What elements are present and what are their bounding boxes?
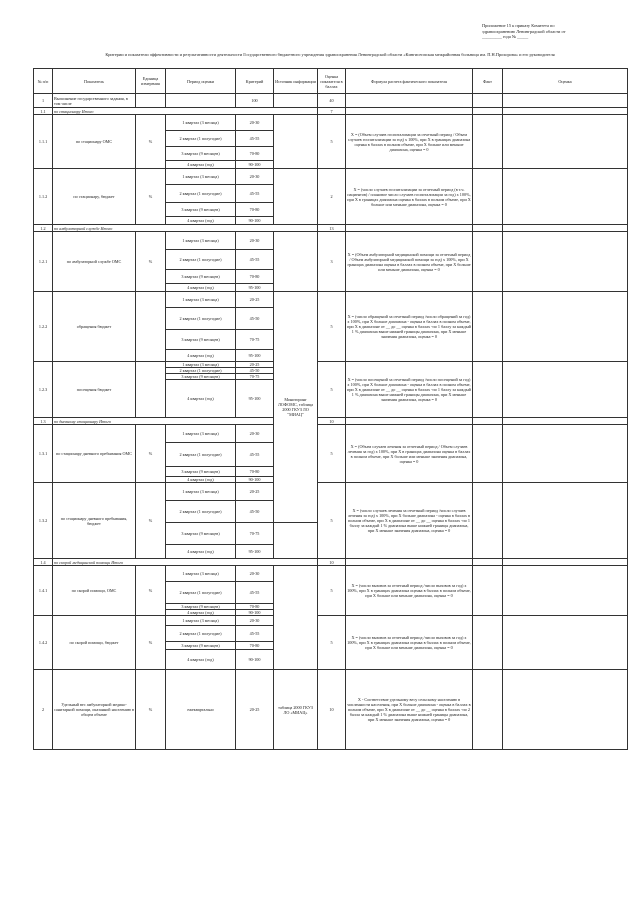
section-row <box>34 108 628 115</box>
table-row <box>34 292 628 308</box>
row-num: 1.4.2 <box>34 616 53 670</box>
row-period: 4 квартал (год) <box>166 610 236 616</box>
row-criteria: 70-80 <box>236 270 274 284</box>
row-period: 3 квартал (9 месяцев) <box>166 270 236 284</box>
row-criteria: 45-55 <box>236 185 274 203</box>
table-row <box>34 566 628 582</box>
row-source: Мониторинг ЛОФОМС, таблица 2000 ГКУЗ ЛО "МИАЦ" <box>274 292 318 523</box>
row-period: 1 квартал (3 месяца) <box>166 483 236 501</box>
row-period: 1 квартал (3 месяца) <box>166 566 236 582</box>
row-score: 40 <box>318 94 346 108</box>
appendix-line-3: _________ года № _____ <box>482 34 529 40</box>
row-score: 3 <box>318 232 346 292</box>
row-score: 2 <box>318 169 346 225</box>
section-num: 1.1 <box>34 108 53 115</box>
row-criteria: 95-100 <box>236 350 274 362</box>
header-period: Период оценки <box>166 69 236 94</box>
row-unit: % <box>136 566 166 616</box>
row-criteria: 70-75 <box>236 330 274 350</box>
row-criteria: 20-25 <box>236 670 274 750</box>
row-period: 4 квартал (год) <box>166 350 236 362</box>
table-row <box>34 483 628 501</box>
row-period: 3 квартал (9 месяцев) <box>166 467 236 477</box>
row-criteria: 45-55 <box>236 582 274 604</box>
row-criteria: 100 <box>236 94 274 108</box>
row-period: 4 квартал (год) <box>166 650 236 670</box>
row-formula: X = (Объем случаев госпитализации за отчетный период / Объем случаев госпитализации за год) x 100%, при X в границах диапазона оценка в баллах в полном объеме, при X больше или меньше диапазона, оценка = 0 <box>346 115 473 169</box>
row-score: 5 <box>318 483 346 559</box>
row-criteria: 20-25 <box>236 483 274 501</box>
section-score: 10 <box>318 418 346 425</box>
row-num: 1.3.1 <box>34 425 53 483</box>
row-indicator: Выполнение государственного задания, в том числе <box>53 94 136 108</box>
row-criteria: 20-30 <box>236 169 274 185</box>
row-formula: X = (число посещений за отчетный период /число посещений за год) x 100%, при X больше диапазона - оценка в баллах в полном объеме, при X в диапазоне от __ до __ оценка в баллах -по 1 баллу за каждый 1 % диапазона выше нижней границы диапазона, при X меньше значения диапазона, оценка = 0 <box>346 362 473 418</box>
row-num: 1.1.1 <box>34 115 53 169</box>
row-unit <box>136 362 166 418</box>
row-period: 4 квартал (год) <box>166 477 236 483</box>
row-criteria: 70-80 <box>236 467 274 477</box>
row-formula: X = (Объем случаев лечения за отчетный период / Объем случаев лечения за год) x 100%, при X в границах диапазона оценка в баллах в полном объеме, при X больше или меньше значения диапазона, оценка = 0 <box>346 425 473 483</box>
row-period: 1 квартал (3 месяца) <box>166 292 236 308</box>
row-period: 3 квартал (9 месяцев) <box>166 330 236 350</box>
row-period: 4 квартал (год) <box>166 161 236 169</box>
row-indicator: посещения бюджет <box>53 362 136 418</box>
row-criteria: 45-50 <box>236 308 274 330</box>
section-row <box>34 559 628 566</box>
row-indicator: по стационару ОМС <box>53 115 136 169</box>
table-row <box>34 232 628 250</box>
row-formula: X = (число вызовов за отчетный период /число вызовов за год) x 100%, при X в границах диапазона оценка в баллах в полном объеме, при X больше или меньше диапазона, оценка = 0 <box>346 616 473 670</box>
section-num: 1.3 <box>34 418 53 425</box>
row-score: 5 <box>318 292 346 362</box>
section-label: по скорой медицинской помощи Итого <box>53 559 318 566</box>
row-criteria: 95-100 <box>236 380 274 418</box>
row-criteria: 45-55 <box>236 443 274 467</box>
row-period: 2 квартал (1 полугодие) <box>166 501 236 523</box>
row-criteria: 70-80 <box>236 203 274 217</box>
row-criteria: 70-75 <box>236 523 274 545</box>
row-period: 2 квартал (1 полугодие) <box>166 368 236 374</box>
header-criteria: Критерий <box>236 69 274 94</box>
row-indicator: по скорой помощи, бюджет <box>53 616 136 670</box>
row-score: 5 <box>318 616 346 670</box>
row-criteria: 20-30 <box>236 425 274 443</box>
table-row <box>34 425 628 443</box>
row-num: 2 <box>34 670 53 750</box>
row-period: 4 квартал (год) <box>166 545 236 559</box>
row-period: 2 квартал (1 полугодие) <box>166 626 236 642</box>
row-period: 3 квартал (9 месяцев) <box>166 642 236 650</box>
table-row <box>34 616 628 626</box>
row-score: 5 <box>318 425 346 483</box>
header-unit: Единица измерения <box>136 69 166 94</box>
row-unit: % <box>136 425 166 483</box>
row-period: 4 квартал (год) <box>166 217 236 225</box>
row-unit <box>136 292 166 362</box>
row-criteria: 90-100 <box>236 217 274 225</box>
row-source: таблица 2000 ГКУЗ ЛО «МИАЦ» <box>274 670 318 750</box>
row-unit: % <box>136 483 166 559</box>
section-row <box>34 418 628 425</box>
row-formula: X = (число случаев госпитализации за отчетный период (в т.ч. пациентов) / плановое число случаев госпитализации за год) x 100%, при X в границах диапазона оценка в баллах в полном объеме, при X больше или меньше диапазона, оценка = 0 <box>346 169 473 225</box>
row-period: 1 квартал (3 месяца) <box>166 169 236 185</box>
header-assessment: Оценка <box>503 69 628 94</box>
row-score: 5 <box>318 115 346 169</box>
section-row <box>34 225 628 232</box>
row-indicator: по скорой помощи, ОМС <box>53 566 136 616</box>
header-score: Оценка показателя в баллах <box>318 69 346 94</box>
row-num: 1.2.3 <box>34 362 53 418</box>
row-num: 1.3.2 <box>34 483 53 559</box>
row-period: 1 квартал (3 месяца) <box>166 425 236 443</box>
row-unit: % <box>136 616 166 670</box>
row-formula: X = (число случаев лечения за отчетный период /число случаев лечения за год) x 100%, при X больше диапазона - оценка в баллах в полном объеме, при X в диапазоне от __ до __ оценка в баллах -по 1 баллу за каждый 1 % диапазона выше нижней границы диапазона, при X меньше значения диапазона, оценка = 0 <box>346 483 473 559</box>
row-criteria: 45-50 <box>236 501 274 523</box>
row-indicator: по стационару дневного пребывания, бюджет <box>53 483 136 559</box>
section-score: 7 <box>318 108 346 115</box>
row-period: 3 квартал (9 месяцев) <box>166 604 236 610</box>
row-indicator: по амбулаторной службе ОМС <box>53 232 136 292</box>
row-criteria: 90-100 <box>236 610 274 616</box>
row-indicator: обращения бюджет <box>53 292 136 362</box>
row-score: 5 <box>318 566 346 616</box>
row-criteria: 90-100 <box>236 161 274 169</box>
header-indicator: Показатель <box>53 69 136 94</box>
row-criteria: 70-80 <box>236 604 274 610</box>
row-period: 1 квартал (3 месяца) <box>166 232 236 250</box>
criteria-table <box>33 68 628 750</box>
row-criteria: 90-100 <box>236 650 274 670</box>
table-row <box>34 94 628 108</box>
row-num: 1.1.2 <box>34 169 53 225</box>
section-label: по амбулаторной службе Итого <box>53 225 318 232</box>
row-criteria: 95-100 <box>236 284 274 292</box>
row-formula: X = (число вызовов за отчетный период /число вызовов за год) x 100%, при X в границах диапазона оценка в баллах в полном объеме, при X больше или меньше диапазона, оценка = 0 <box>346 566 473 616</box>
row-criteria: 20-30 <box>236 616 274 626</box>
header-row <box>34 69 628 94</box>
row-score: 5 <box>318 362 346 418</box>
row-formula: X = (число обращений за отчетный период /число обращений за год) x 100%, при X больше диапазона - оценка в баллах в полном объеме, при X в диапазоне от __ до __ оценка в баллах -по 1 баллу за каждый 1 % диапазона выше нижней границы диапазона, при X меньше значения диапазона, оценка = 0 <box>346 292 473 362</box>
row-criteria: 70-75 <box>236 374 274 380</box>
row-period: 2 квартал (1 полугодие) <box>166 308 236 330</box>
row-criteria: 20-30 <box>236 232 274 250</box>
row-indicator: Удельный вес амбулаторной медико-санитарной помощи, оказанной населению в общем объеме <box>53 670 136 750</box>
section-score: 10 <box>318 559 346 566</box>
row-unit: % <box>136 115 166 169</box>
table-row <box>34 169 628 185</box>
row-num: 1.2.2 <box>34 292 53 362</box>
row-period: 2 квартал (1 полугодие) <box>166 131 236 147</box>
table-row <box>34 670 628 750</box>
appendix-line-1: Приложение 15 к приказу Комитета по <box>482 23 555 28</box>
row-unit: % <box>136 670 166 750</box>
row-period: 3 квартал (9 месяцев) <box>166 523 236 545</box>
row-unit: % <box>136 169 166 225</box>
row-criteria: 45-55 <box>236 250 274 270</box>
row-num: 1 <box>34 94 53 108</box>
header-fact: Факт <box>473 69 503 94</box>
section-label: по стационару Итого <box>53 108 318 115</box>
section-num: 1.2 <box>34 225 53 232</box>
table-row <box>34 362 628 368</box>
row-criteria: 45-50 <box>236 368 274 374</box>
row-period: 4 квартал (год) <box>166 380 236 418</box>
row-period: 3 квартал (9 месяцев) <box>166 374 236 380</box>
row-criteria: 45-55 <box>236 626 274 642</box>
row-indicator: по стационару дневного пребывания ОМС <box>53 425 136 483</box>
row-period: 2 квартал (1 полугодие) <box>166 185 236 203</box>
row-period: 3 квартал (9 месяцев) <box>166 203 236 217</box>
row-formula: X = (Объем амбулаторной медицинской помощи за отчетный период / Объем амбулаторной медицинской помощи за год) x 100%, при X границах диапазона оценка в баллах в полном объеме, при X больше или меньше диапазона, оценка = 0 <box>346 232 473 292</box>
row-period: 2 квартал (1 полугодие) <box>166 443 236 467</box>
section-label: по дневному стационару Итого <box>53 418 274 425</box>
appendix-note <box>482 23 632 40</box>
row-period: 1 квартал (3 месяца) <box>166 616 236 626</box>
row-formula: X - Соответствие удельному весу сельскому населению в численности населения, при X больше диапазона - оценка в баллах в полном объеме, при X в диапазоне от __ до __ оценка в баллах -по 2 балла за каждый 1 % диапазона выше нижней границы диапазона, при X меньше значения диапазона, оценка = 0 <box>346 670 473 750</box>
row-period: 2 квартал (1 полугодие) <box>166 250 236 270</box>
section-score: 13 <box>318 225 346 232</box>
row-period: 1 квартал (3 месяца) <box>166 115 236 131</box>
header-formula: Формула расчета фактического показателя <box>346 69 473 94</box>
header-source: Источник информации <box>274 69 318 94</box>
row-criteria: 45-55 <box>236 131 274 147</box>
row-score: 10 <box>318 670 346 750</box>
row-criteria: 20-25 <box>236 292 274 308</box>
row-criteria: 20-25 <box>236 362 274 368</box>
document-title: Критерии и показатели эффективности и результативности деятельности Государственного бюджетного учреждения здравоохранения Ленинградской области «Кингисеппская межрайонная больница им. П.Н.Прохорова» и его руководителя <box>105 52 555 57</box>
section-num: 1.4 <box>34 559 53 566</box>
row-num: 1.4.1 <box>34 566 53 616</box>
row-criteria: 20-30 <box>236 566 274 582</box>
row-indicator: по стационару, бюджет <box>53 169 136 225</box>
row-criteria: 90-100 <box>236 477 274 483</box>
row-criteria: 20-30 <box>236 115 274 131</box>
row-period: 3 квартал (9 месяцев) <box>166 147 236 161</box>
row-criteria: 95-100 <box>236 545 274 559</box>
row-period: 1 квартал (3 месяца) <box>166 362 236 368</box>
row-period: 2 квартал (1 полугодие) <box>166 582 236 604</box>
appendix-line-2: здравоохранению Ленинградской области от <box>482 28 566 34</box>
row-period: 4 квартал (год) <box>166 284 236 292</box>
row-period: ежеквартально <box>166 670 236 750</box>
row-num: 1.2.1 <box>34 232 53 292</box>
row-unit: % <box>136 232 166 292</box>
row-criteria: 70-80 <box>236 642 274 650</box>
table-row <box>34 115 628 131</box>
row-criteria: 70-80 <box>236 147 274 161</box>
header-num: № п/п <box>34 69 53 94</box>
